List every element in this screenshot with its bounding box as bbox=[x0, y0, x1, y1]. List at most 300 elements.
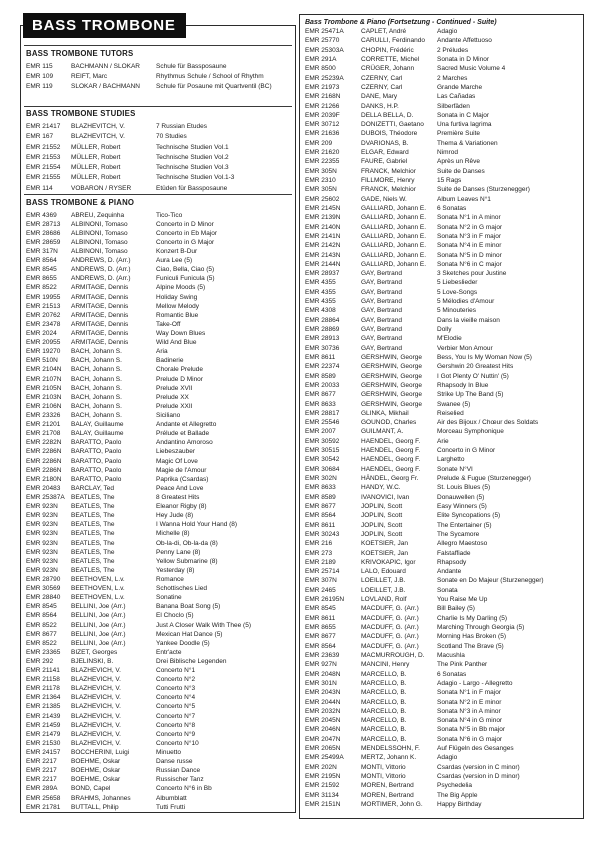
row-composer: BELLINI, Joe (Arr.) bbox=[71, 603, 126, 611]
row-composer: MARCELLO, B. bbox=[361, 726, 407, 734]
catalog-row bbox=[300, 390, 583, 399]
row-composer: HAENDEL, Georg F. bbox=[361, 456, 421, 464]
row-composer: MANCINI, Henry bbox=[361, 661, 410, 669]
catalog-row bbox=[300, 111, 583, 120]
row-composer: ARMITAGE, Dennis bbox=[71, 311, 129, 319]
row-composer: BACH, Johann S. bbox=[71, 357, 122, 365]
row-ref: EMR 25546 bbox=[305, 419, 340, 427]
row-ref: EMR 2286N bbox=[26, 448, 62, 456]
row-composer: MOREN, Bertrand bbox=[361, 782, 414, 790]
row-title: Peace And Love bbox=[156, 484, 204, 492]
row-composer: BELLINI, Joe (Arr.) bbox=[71, 630, 126, 638]
row-title: Penny Lane (8) bbox=[156, 548, 201, 556]
row-composer: GALLIARD, Johann E. bbox=[361, 251, 427, 259]
row-title: Prelude D Minor bbox=[156, 375, 203, 383]
row-ref: EMR 8611 bbox=[305, 521, 336, 529]
row-composer: BARATTO, Paolo bbox=[71, 439, 122, 447]
catalog-row bbox=[21, 429, 295, 438]
row-ref: EMR 28713 bbox=[26, 220, 61, 228]
row-composer: BACHMANN / SLOKAR bbox=[71, 62, 140, 70]
row-composer: ARMITAGE, Dennis bbox=[71, 339, 129, 347]
row-ref: EMR 21553 bbox=[26, 153, 61, 161]
catalog-row bbox=[21, 721, 295, 730]
catalog-row bbox=[300, 698, 583, 707]
catalog-row bbox=[300, 735, 583, 744]
row-title: Yellow Submarine (8) bbox=[156, 557, 218, 565]
row-composer: MÜLLER, Robert bbox=[71, 174, 121, 182]
row-composer: BEATLES, The bbox=[71, 493, 115, 501]
row-title: El Choclo (5) bbox=[156, 612, 194, 620]
row-title: You Raise Me Up bbox=[437, 596, 488, 604]
row-title: Andante et Allegretto bbox=[156, 421, 217, 429]
row-composer: BARATTO, Paolo bbox=[71, 466, 122, 474]
row-title: Yankee Doodle (5) bbox=[156, 639, 210, 647]
catalog-row bbox=[21, 238, 295, 247]
row-composer: BACH, Johann S. bbox=[71, 384, 122, 392]
catalog-row bbox=[21, 602, 295, 611]
section-title: BASS TROMBONE & PIANO bbox=[24, 194, 292, 207]
catalog-row bbox=[300, 36, 583, 45]
row-title: Alpine Moods (5) bbox=[156, 284, 206, 292]
section-title: BASS TROMBONE STUDIES bbox=[24, 106, 292, 119]
row-title: Elite Syncopations (5) bbox=[437, 512, 501, 520]
right-column-rows bbox=[300, 27, 583, 809]
row-composer: DONIZETTI, Gaetano bbox=[361, 121, 424, 129]
row-composer: MÜLLER, Robert bbox=[71, 164, 121, 172]
catalog-row bbox=[300, 725, 583, 734]
page-title-banner: BASS TROMBONE bbox=[23, 13, 186, 38]
row-ref: EMR 292 bbox=[26, 657, 54, 665]
catalog-row bbox=[300, 64, 583, 73]
catalog-row bbox=[21, 229, 295, 238]
row-composer: GALLIARD, Johann E. bbox=[361, 232, 427, 240]
row-composer: JOPLIN, Scott bbox=[361, 502, 403, 510]
catalog-row bbox=[21, 484, 295, 493]
row-ref: EMR 30243 bbox=[305, 530, 340, 538]
row-composer: MOREN, Bertrand bbox=[361, 791, 414, 799]
catalog-row bbox=[300, 83, 583, 92]
catalog-row bbox=[21, 311, 295, 320]
catalog-row bbox=[21, 402, 295, 411]
row-title: Technische Studien Vol.3 bbox=[156, 164, 229, 172]
row-title: The Big Apple bbox=[437, 791, 478, 799]
row-composer: DANE, Mary bbox=[361, 93, 398, 101]
row-composer: HÄNDEL, Georg Fr. bbox=[361, 475, 419, 482]
row-composer: JOPLIN, Scott bbox=[361, 512, 403, 520]
catalog-row bbox=[300, 763, 583, 772]
row-ref: EMR 21620 bbox=[305, 149, 340, 157]
catalog-row bbox=[300, 400, 583, 409]
row-title: Sonata in C Major bbox=[437, 111, 490, 119]
row-title: Nimrod bbox=[437, 149, 458, 157]
row-ref: EMR 2047N bbox=[305, 735, 341, 743]
catalog-row bbox=[300, 288, 583, 297]
row-ref: EMR 8655 bbox=[305, 624, 336, 631]
row-ref: EMR 24157 bbox=[26, 749, 61, 757]
catalog-row bbox=[21, 447, 295, 456]
row-composer: MARCELLO, B. bbox=[361, 679, 407, 687]
row-ref: EMR 4369 bbox=[26, 211, 57, 219]
row-composer: ANDREWS, D. (Arr.) bbox=[71, 266, 131, 274]
row-composer: GALLIARD, Johann E. bbox=[361, 214, 427, 222]
row-composer: CARULLI, Ferdinando bbox=[361, 37, 425, 45]
row-composer: MACMURROUGH, D. bbox=[361, 651, 425, 659]
row-composer: MARCELLO, B. bbox=[361, 670, 407, 678]
row-ref: EMR 2189 bbox=[305, 558, 336, 566]
row-composer: ALBINONI, Tomaso bbox=[71, 229, 128, 237]
row-composer: GERSHWIN, George bbox=[361, 400, 423, 408]
row-title: Sonatine bbox=[156, 594, 182, 602]
catalog-row bbox=[21, 702, 295, 711]
row-title: Arie bbox=[437, 437, 449, 445]
row-composer: BARATTO, Paolo bbox=[71, 448, 122, 456]
row-composer: BACH, Johann S. bbox=[71, 366, 122, 374]
row-title: Liebeszauber bbox=[156, 448, 196, 456]
row-title: Csardas (version in C minor) bbox=[437, 763, 520, 771]
row-composer: ABREU, Zequinha bbox=[71, 211, 125, 219]
row-ref: EMR 21385 bbox=[26, 703, 61, 711]
catalog-row bbox=[21, 784, 295, 793]
row-title: Schottisches Lied bbox=[156, 585, 207, 593]
catalog-row bbox=[300, 418, 583, 427]
catalog-row bbox=[300, 679, 583, 688]
catalog-row bbox=[300, 269, 583, 278]
catalog-row bbox=[300, 800, 583, 809]
row-composer: GOUNOD, Charles bbox=[361, 419, 417, 427]
row-composer: BJELINSKI, B. bbox=[71, 657, 114, 665]
row-ref: EMR 21636 bbox=[305, 130, 340, 138]
catalog-row bbox=[21, 293, 295, 302]
row-composer: ARMITAGE, Dennis bbox=[71, 330, 129, 337]
catalog-row bbox=[21, 356, 295, 365]
row-composer: BEATLES, The bbox=[71, 530, 115, 538]
row-title: Romantic Blue bbox=[156, 311, 199, 319]
catalog-row bbox=[300, 465, 583, 474]
catalog-row bbox=[300, 241, 583, 250]
row-ref: EMR 4355 bbox=[305, 298, 336, 306]
row-composer: MARCELLO, B. bbox=[361, 717, 407, 725]
row-title: Concerto N°7 bbox=[156, 712, 196, 720]
row-ref: EMR 2007 bbox=[305, 428, 336, 436]
row-title: Drei Biblische Legenden bbox=[156, 657, 227, 665]
row-title: Aura Lee (5) bbox=[156, 257, 193, 265]
catalog-row bbox=[21, 393, 295, 402]
catalog-row bbox=[300, 120, 583, 129]
row-composer: BLAZHEVICH, V. bbox=[71, 694, 121, 702]
catalog-row bbox=[300, 213, 583, 222]
row-ref: EMR 21178 bbox=[26, 685, 60, 693]
row-ref: EMR 8611 bbox=[305, 614, 336, 622]
catalog-row bbox=[300, 316, 583, 325]
catalog-row bbox=[300, 474, 583, 483]
row-title: Allegro Maestoso bbox=[437, 540, 488, 548]
row-ref: EMR 28840 bbox=[26, 594, 61, 602]
row-composer: FRANCK, Melchior bbox=[361, 186, 416, 194]
row-composer: LOEILLET, J.B. bbox=[361, 577, 406, 585]
row-title: The Entertainer (5) bbox=[437, 521, 492, 529]
catalog-row bbox=[300, 139, 583, 148]
row-ref: EMR 25658 bbox=[26, 794, 61, 802]
row-title: Entr'acte bbox=[156, 648, 182, 656]
row-composer: BELLINI, Joe (Arr.) bbox=[71, 639, 126, 647]
row-composer: GAY, Bertrand bbox=[361, 335, 402, 343]
row-ref: EMR 8677 bbox=[305, 502, 336, 510]
catalog-row bbox=[300, 334, 583, 343]
row-composer: BOEHME, Oskar bbox=[71, 776, 121, 784]
row-composer: CORRETTE, Michel bbox=[361, 55, 420, 63]
row-ref: EMR 30736 bbox=[305, 344, 340, 352]
catalog-row bbox=[300, 437, 583, 446]
row-title: Sonata N°2 in G major bbox=[437, 223, 503, 231]
catalog-row bbox=[300, 716, 583, 725]
catalog-row bbox=[21, 184, 295, 194]
row-title: Hey Jude (8) bbox=[156, 512, 194, 520]
row-ref: EMR 317N bbox=[26, 248, 58, 256]
catalog-row bbox=[21, 265, 295, 274]
row-ref: EMR 8500 bbox=[305, 65, 336, 73]
row-title: Chorale Prelude bbox=[156, 366, 203, 374]
row-title: M'Elodie bbox=[437, 335, 462, 343]
row-title: Morning Has Broken (5) bbox=[437, 633, 506, 641]
row-ref: EMR 30684 bbox=[305, 465, 340, 473]
catalog-row bbox=[21, 143, 295, 153]
row-ref: EMR 23478 bbox=[26, 320, 61, 328]
row-ref: EMR 2107N bbox=[26, 375, 62, 383]
row-title: Dans la vieille maison bbox=[437, 316, 500, 324]
row-composer: BLAZHEVITCH, V. bbox=[71, 133, 125, 141]
row-title: Prelude XVII bbox=[156, 384, 193, 392]
row-ref: EMR 510N bbox=[26, 357, 58, 365]
row-title: Sonata N°6 in G major bbox=[437, 735, 503, 743]
catalog-row bbox=[21, 757, 295, 766]
row-composer: MACDUFF, G. (Arr.) bbox=[361, 633, 419, 641]
catalog-row bbox=[21, 566, 295, 575]
row-composer: DVARIONAS, B. bbox=[361, 139, 409, 147]
catalog-row bbox=[21, 302, 295, 311]
row-title: 5 Minouteries bbox=[437, 307, 477, 315]
row-ref: EMR 923N bbox=[26, 539, 58, 547]
row-ref: EMR 4308 bbox=[305, 307, 336, 315]
row-title: Sonata N°3 in A minor bbox=[437, 707, 501, 715]
catalog-row bbox=[300, 381, 583, 390]
catalog-row bbox=[21, 657, 295, 666]
row-composer: GAY, Bertrand bbox=[361, 326, 402, 333]
row-composer: BALAY, Guillaume bbox=[71, 421, 124, 429]
catalog-row bbox=[300, 185, 583, 194]
row-title: Strike Up The Band (5) bbox=[437, 391, 504, 399]
row-title: Aria bbox=[156, 348, 168, 356]
row-title: Reiselied bbox=[437, 409, 464, 417]
row-ref: EMR 30569 bbox=[26, 585, 61, 593]
row-composer: JOPLIN, Scott bbox=[361, 521, 403, 529]
row-title: Tico-Tico bbox=[156, 211, 183, 219]
row-composer: ARMITAGE, Dennis bbox=[71, 284, 129, 292]
row-title: Badinerie bbox=[156, 357, 184, 365]
row-title: Morceau Symphonique bbox=[437, 428, 504, 436]
row-composer: BEATLES, The bbox=[71, 521, 115, 529]
row-composer: BLAZHEVICH, V. bbox=[71, 676, 121, 684]
row-ref: EMR 28817 bbox=[305, 409, 340, 417]
row-title: Swanee (5) bbox=[437, 400, 471, 408]
catalog-row bbox=[21, 520, 295, 529]
row-title: Auf Flügeln des Gesanges bbox=[437, 745, 514, 753]
row-title: Bess, You Is My Woman Now (5) bbox=[437, 353, 532, 361]
catalog-row bbox=[300, 595, 583, 604]
catalog-section bbox=[21, 194, 295, 812]
row-composer: MACDUFF, G. (Arr.) bbox=[361, 614, 419, 622]
catalog-row bbox=[21, 539, 295, 548]
row-title: Silberfäden bbox=[437, 102, 470, 110]
row-title: Sonate N°VI bbox=[437, 465, 473, 473]
row-ref: EMR 4355 bbox=[305, 288, 336, 296]
row-title: Sonata N°5 in D minor bbox=[437, 251, 502, 259]
row-ref: EMR 25602 bbox=[305, 195, 340, 203]
row-title: Una furtiva lagrima bbox=[437, 121, 492, 129]
row-ref: EMR 30592 bbox=[305, 437, 340, 445]
catalog-row bbox=[21, 220, 295, 229]
row-ref: EMR 8545 bbox=[26, 603, 57, 611]
row-ref: EMR 8633 bbox=[305, 484, 336, 492]
row-title: Sonata N°2 in E minor bbox=[437, 698, 502, 706]
row-title: Way Down Blues bbox=[156, 330, 206, 337]
row-title: 70 Studies bbox=[156, 133, 187, 141]
row-title: Banana Boat Song (5) bbox=[156, 603, 221, 611]
row-composer: BEATLES, The bbox=[71, 503, 115, 511]
catalog-row bbox=[21, 639, 295, 648]
row-title: Las Cañadas bbox=[437, 93, 476, 101]
row-title: Concerto in G Major bbox=[156, 238, 215, 246]
row-title: Sonata N°1 in A minor bbox=[437, 214, 501, 222]
row-ref: EMR 21781 bbox=[26, 803, 61, 811]
row-title: 6 Sonatas bbox=[437, 204, 467, 212]
catalog-row bbox=[300, 278, 583, 287]
row-title: Macushla bbox=[437, 651, 465, 659]
catalog-row bbox=[300, 223, 583, 232]
catalog-row bbox=[300, 353, 583, 362]
row-ref: EMR 21459 bbox=[26, 721, 61, 729]
catalog-row bbox=[21, 548, 295, 557]
row-composer: BARATTO, Paolo bbox=[71, 475, 122, 483]
catalog-row bbox=[300, 148, 583, 157]
row-composer: BEATLES, The bbox=[71, 539, 115, 547]
row-composer: DELLA BELLA, D. bbox=[361, 111, 414, 119]
catalog-row bbox=[300, 660, 583, 669]
row-composer: GAY, Bertrand bbox=[361, 307, 402, 315]
row-ref: EMR 8522 bbox=[26, 284, 57, 292]
row-ref: EMR 4355 bbox=[305, 279, 336, 287]
catalog-row bbox=[21, 511, 295, 520]
row-composer: ELGAR, Edward bbox=[361, 149, 409, 157]
catalog-row bbox=[300, 55, 583, 64]
catalog-row bbox=[21, 329, 295, 338]
catalog-row bbox=[21, 338, 295, 347]
row-ref: EMR 21158 bbox=[26, 676, 60, 684]
row-ref: EMR 22374 bbox=[305, 363, 340, 371]
row-composer: MENDELSSOHN, F. bbox=[361, 745, 420, 753]
row-composer: BEATLES, The bbox=[71, 548, 115, 556]
row-composer: HAENDEL, Georg F. bbox=[361, 437, 421, 445]
row-ref: EMR 8564 bbox=[26, 257, 57, 265]
catalog-row bbox=[300, 670, 583, 679]
row-title: Happy Birthday bbox=[437, 800, 482, 808]
row-ref: EMR 20033 bbox=[305, 381, 340, 389]
row-composer: GAY, Bertrand bbox=[361, 279, 402, 287]
catalog-row bbox=[300, 744, 583, 753]
row-ref: EMR 114 bbox=[26, 184, 53, 192]
row-composer: MÜLLER, Robert bbox=[71, 143, 121, 151]
row-composer: ARMITAGE, Dennis bbox=[71, 302, 129, 310]
row-ref: EMR 21141 bbox=[26, 667, 60, 675]
row-ref: EMR 216 bbox=[305, 540, 333, 548]
row-ref: EMR 28937 bbox=[305, 270, 340, 278]
row-title: Sonata N°1 in F major bbox=[437, 689, 502, 697]
row-ref: EMR 21417 bbox=[26, 123, 61, 130]
row-ref: EMR 2286N bbox=[26, 466, 62, 474]
row-title: Concerto N°1 bbox=[156, 667, 196, 675]
row-title: Schule für Bassposaune bbox=[156, 62, 227, 70]
row-title: Rhapsody bbox=[437, 558, 467, 566]
row-title: Paprika (Csardas) bbox=[156, 475, 209, 483]
catalog-row bbox=[21, 739, 295, 748]
row-composer: BARATTO, Paolo bbox=[71, 457, 122, 465]
row-composer: BLAZHEVICH, V. bbox=[71, 703, 121, 711]
catalog-row bbox=[300, 260, 583, 269]
row-composer: KOETSIER, Jan bbox=[361, 540, 408, 548]
catalog-row bbox=[300, 74, 583, 83]
catalog-row bbox=[21, 775, 295, 784]
row-title: Concerto in Eb Major bbox=[156, 229, 218, 237]
row-composer: MACDUFF, G. (Arr.) bbox=[361, 642, 419, 650]
row-title: 8 Greatest Hits bbox=[156, 493, 200, 501]
row-composer: BLAZHEVICH, V. bbox=[71, 667, 121, 675]
row-ref: EMR 202N bbox=[305, 763, 337, 771]
row-composer: GAY, Bertrand bbox=[361, 344, 402, 352]
catalog-row bbox=[21, 420, 295, 429]
row-ref: EMR 8677 bbox=[305, 391, 336, 399]
row-ref: EMR 923N bbox=[26, 530, 58, 538]
row-composer: FAURE, Gabriel bbox=[361, 158, 408, 166]
row-ref: EMR 21554 bbox=[26, 164, 61, 172]
row-ref: EMR 2145N bbox=[305, 204, 341, 212]
row-composer: GERSHWIN, George bbox=[361, 353, 423, 361]
catalog-row bbox=[300, 455, 583, 464]
row-title: Grande Marche bbox=[437, 83, 483, 91]
catalog-row bbox=[300, 493, 583, 502]
row-composer: GAY, Bertrand bbox=[361, 316, 402, 324]
catalog-row bbox=[300, 176, 583, 185]
row-composer: LOVLAND, Rolf bbox=[361, 596, 407, 604]
catalog-row bbox=[21, 693, 295, 702]
row-composer: SLOKAR / BACHMANN bbox=[71, 82, 140, 90]
catalog-row bbox=[300, 251, 583, 260]
row-ref: EMR 8677 bbox=[305, 633, 336, 641]
row-composer: ARMITAGE, Dennis bbox=[71, 293, 129, 301]
row-ref: EMR 25714 bbox=[305, 568, 340, 576]
row-composer: CZERNY, Carl bbox=[361, 74, 403, 82]
catalog-row bbox=[300, 344, 583, 353]
row-composer: BLAZHEVITCH, V. bbox=[71, 123, 125, 130]
row-composer: DANKS, H.P. bbox=[361, 102, 399, 110]
row-ref: EMR 8545 bbox=[26, 266, 57, 274]
catalog-row bbox=[21, 803, 295, 812]
row-composer: MÜLLER, Robert bbox=[71, 153, 121, 161]
row-ref: EMR 923N bbox=[26, 548, 58, 556]
row-title: Easy Winners (5) bbox=[437, 502, 487, 510]
row-title: Concerto N°8 bbox=[156, 721, 196, 729]
row-composer: BRAHMS, Johannes bbox=[71, 794, 131, 802]
row-ref: EMR 8564 bbox=[26, 612, 57, 620]
row-composer: MARCELLO, B. bbox=[361, 707, 407, 715]
